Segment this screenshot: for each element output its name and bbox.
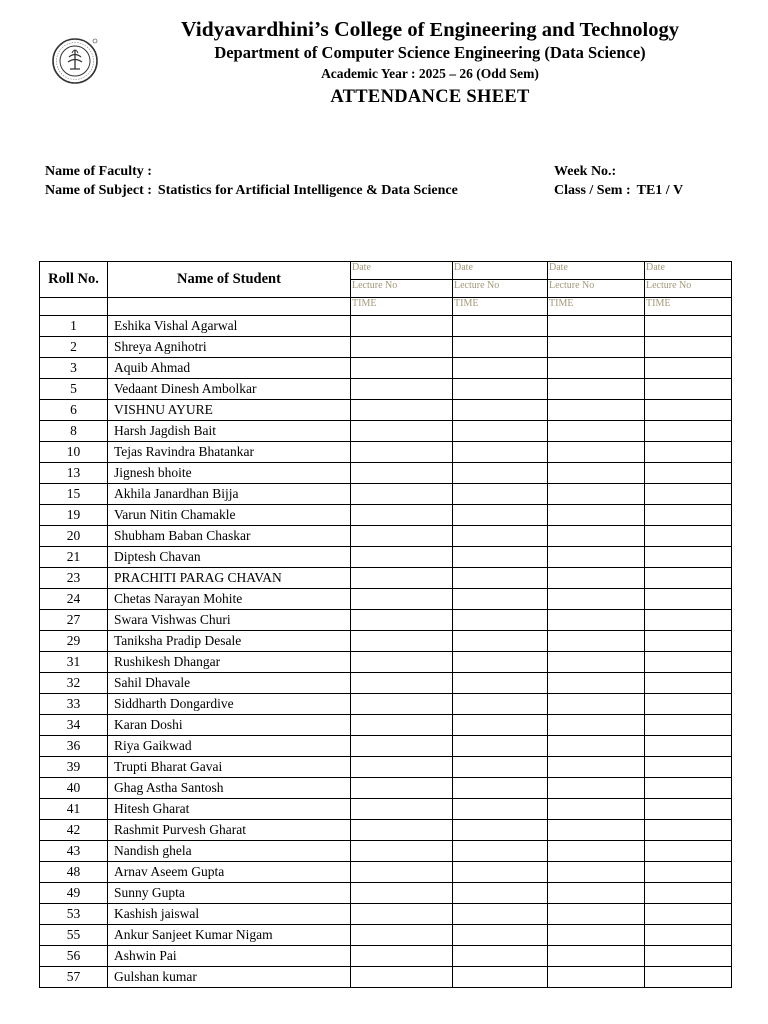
attendance-cell[interactable]	[453, 358, 548, 379]
subject-line	[45, 183, 458, 199]
attendance-cell[interactable]	[351, 715, 453, 736]
table-row	[40, 484, 732, 505]
attendance-cell[interactable]	[351, 778, 453, 799]
attendance-cell[interactable]	[548, 631, 645, 652]
table-row	[40, 526, 732, 547]
roll-number: 21	[40, 547, 108, 568]
attendance-cell[interactable]	[453, 946, 548, 967]
attendance-cell[interactable]	[645, 526, 732, 547]
attendance-cell[interactable]	[453, 736, 548, 757]
attendance-cell[interactable]	[351, 757, 453, 778]
roll-number: 49	[40, 883, 108, 904]
table-row	[40, 820, 732, 841]
roll-number: 20	[40, 526, 108, 547]
table-row	[40, 967, 732, 988]
attendance-cell[interactable]	[351, 610, 453, 631]
roll-number: 53	[40, 904, 108, 925]
attendance-cell[interactable]	[548, 946, 645, 967]
roll-number: 43	[40, 841, 108, 862]
attendance-cell[interactable]	[548, 820, 645, 841]
attendance-cell[interactable]	[548, 967, 645, 988]
table-row	[40, 337, 732, 358]
attendance-cell[interactable]	[645, 673, 732, 694]
attendance-cell[interactable]	[351, 631, 453, 652]
blank-header-cell	[108, 298, 351, 316]
student-name: Tejas Ravindra Bhatankar	[108, 442, 351, 463]
lecture-date-3[interactable]: Date	[548, 262, 645, 280]
student-name: Rashmit Purvesh Gharat	[108, 820, 351, 841]
roll-number: 27	[40, 610, 108, 631]
attendance-cell[interactable]	[548, 379, 645, 400]
attendance-cell[interactable]	[351, 484, 453, 505]
attendance-cell[interactable]	[645, 946, 732, 967]
table-row	[40, 442, 732, 463]
attendance-cell[interactable]	[453, 400, 548, 421]
roll-number: 23	[40, 568, 108, 589]
attendance-cell[interactable]	[548, 652, 645, 673]
attendance-cell[interactable]	[548, 736, 645, 757]
attendance-cell[interactable]	[453, 337, 548, 358]
table-row	[40, 400, 732, 421]
attendance-cell[interactable]	[453, 568, 548, 589]
roll-number: 36	[40, 736, 108, 757]
attendance-cell[interactable]	[548, 400, 645, 421]
attendance-cell[interactable]	[645, 316, 732, 337]
student-name: Chetas Narayan Mohite	[108, 589, 351, 610]
attendance-cell[interactable]	[351, 526, 453, 547]
attendance-cell[interactable]	[548, 610, 645, 631]
attendance-cell[interactable]	[453, 547, 548, 568]
roll-number: 1	[40, 316, 108, 337]
attendance-cell[interactable]	[548, 505, 645, 526]
roll-number: 13	[40, 463, 108, 484]
class-label: Class / Sem :	[554, 183, 631, 198]
table-row	[40, 883, 732, 904]
roll-number: 24	[40, 589, 108, 610]
attendance-cell[interactable]	[351, 925, 453, 946]
attendance-cell[interactable]	[453, 841, 548, 862]
attendance-cell[interactable]	[453, 610, 548, 631]
table-row	[40, 568, 732, 589]
student-name: Siddharth Dongardive	[108, 694, 351, 715]
table-row	[40, 379, 732, 400]
roll-number: 33	[40, 694, 108, 715]
table-row	[40, 547, 732, 568]
table-row	[40, 904, 732, 925]
attendance-cell[interactable]	[645, 547, 732, 568]
attendance-cell[interactable]	[453, 925, 548, 946]
attendance-cell[interactable]	[453, 484, 548, 505]
student-name: Shubham Baban Chaskar	[108, 526, 351, 547]
subject-label: Name of Subject :	[45, 183, 152, 198]
roll-number: 2	[40, 337, 108, 358]
attendance-cell[interactable]	[645, 862, 732, 883]
table-row	[40, 757, 732, 778]
attendance-cell[interactable]	[351, 547, 453, 568]
attendance-cell[interactable]	[548, 484, 645, 505]
student-name: Gulshan kumar	[108, 967, 351, 988]
attendance-cell[interactable]	[548, 442, 645, 463]
week-line	[554, 164, 622, 180]
roll-number: 48	[40, 862, 108, 883]
class-line	[554, 183, 683, 199]
attendance-cell[interactable]	[453, 673, 548, 694]
attendance-cell[interactable]	[548, 925, 645, 946]
attendance-cell[interactable]	[548, 463, 645, 484]
attendance-cell[interactable]	[453, 778, 548, 799]
student-name: Ankur Sanjeet Kumar Nigam	[108, 925, 351, 946]
attendance-table	[39, 261, 732, 988]
table-row	[40, 778, 732, 799]
attendance-cell[interactable]	[351, 379, 453, 400]
roll-number: 5	[40, 379, 108, 400]
student-name: Riya Gaikwad	[108, 736, 351, 757]
attendance-cell[interactable]	[453, 694, 548, 715]
attendance-cell[interactable]	[548, 316, 645, 337]
sheet-title: ATTENDANCE SHEET	[330, 87, 530, 107]
student-name: Shreya Agnihotri	[108, 337, 351, 358]
roll-number: 39	[40, 757, 108, 778]
attendance-cell[interactable]	[645, 568, 732, 589]
table-row	[40, 946, 732, 967]
attendance-cell[interactable]	[645, 484, 732, 505]
attendance-cell[interactable]	[645, 652, 732, 673]
attendance-cell[interactable]	[548, 799, 645, 820]
student-name: Nandish ghela	[108, 841, 351, 862]
lecture-no-3[interactable]: Lecture No	[548, 280, 645, 298]
roll-number: 40	[40, 778, 108, 799]
attendance-cell[interactable]	[645, 799, 732, 820]
lecture-time-2[interactable]: TIME	[453, 298, 548, 316]
attendance-cell[interactable]	[548, 547, 645, 568]
attendance-cell[interactable]	[645, 841, 732, 862]
roll-number: 8	[40, 421, 108, 442]
attendance-cell[interactable]	[645, 820, 732, 841]
attendance-cell[interactable]	[548, 421, 645, 442]
lecture-no-4[interactable]: Lecture No	[645, 280, 732, 298]
table-row	[40, 505, 732, 526]
attendance-cell[interactable]	[645, 337, 732, 358]
attendance-cell[interactable]	[645, 778, 732, 799]
attendance-cell[interactable]	[453, 799, 548, 820]
attendance-cell[interactable]	[548, 694, 645, 715]
attendance-cell[interactable]	[453, 883, 548, 904]
attendance-cell[interactable]	[645, 883, 732, 904]
attendance-cell[interactable]	[351, 463, 453, 484]
attendance-cell[interactable]	[453, 526, 548, 547]
attendance-cell[interactable]	[453, 715, 548, 736]
attendance-cell[interactable]	[548, 841, 645, 862]
table-row	[40, 316, 732, 337]
attendance-cell[interactable]	[351, 820, 453, 841]
student-name: Jignesh bhoite	[108, 463, 351, 484]
attendance-cell[interactable]	[453, 316, 548, 337]
table-row	[40, 358, 732, 379]
lecture-time-1[interactable]: TIME	[351, 298, 453, 316]
attendance-cell[interactable]	[351, 442, 453, 463]
attendance-cell[interactable]	[453, 904, 548, 925]
table-row	[40, 841, 732, 862]
lecture-date-1[interactable]: Date	[351, 262, 453, 280]
attendance-cell[interactable]	[645, 400, 732, 421]
roll-number: 10	[40, 442, 108, 463]
attendance-cell[interactable]	[453, 652, 548, 673]
attendance-cell[interactable]	[351, 358, 453, 379]
attendance-cell[interactable]	[548, 337, 645, 358]
student-name: Arnav Aseem Gupta	[108, 862, 351, 883]
table-row	[40, 694, 732, 715]
student-name: Diptesh Chavan	[108, 547, 351, 568]
student-name: Aquib Ahmad	[108, 358, 351, 379]
student-name: Akhila Janardhan Bijja	[108, 484, 351, 505]
lecture-time-3[interactable]: TIME	[548, 298, 645, 316]
table-row	[40, 736, 732, 757]
student-name: Taniksha Pradip Desale	[108, 631, 351, 652]
attendance-cell[interactable]	[351, 862, 453, 883]
attendance-cell[interactable]	[645, 358, 732, 379]
attendance-cell[interactable]	[351, 946, 453, 967]
table-row	[40, 799, 732, 820]
attendance-cell[interactable]	[645, 463, 732, 484]
roll-number: 57	[40, 967, 108, 988]
roll-number: 29	[40, 631, 108, 652]
roll-number: 56	[40, 946, 108, 967]
attendance-cell[interactable]	[453, 442, 548, 463]
attendance-cell[interactable]	[645, 694, 732, 715]
attendance-cell[interactable]	[351, 652, 453, 673]
attendance-cell[interactable]	[645, 904, 732, 925]
attendance-cell[interactable]	[645, 967, 732, 988]
academic-year: Academic Year : 2025 – 26 (Odd Sem)	[321, 66, 539, 81]
lecture-no-2[interactable]: Lecture No	[453, 280, 548, 298]
attendance-cell[interactable]	[548, 862, 645, 883]
attendance-cell[interactable]	[645, 379, 732, 400]
roll-number: 41	[40, 799, 108, 820]
attendance-cell[interactable]	[645, 421, 732, 442]
attendance-cell[interactable]	[548, 778, 645, 799]
attendance-cell[interactable]	[453, 505, 548, 526]
attendance-cell[interactable]	[453, 379, 548, 400]
week-label: Week No.:	[554, 164, 617, 179]
student-name: Sunny Gupta	[108, 883, 351, 904]
attendance-cell[interactable]	[351, 841, 453, 862]
header-row-time	[40, 298, 732, 316]
attendance-cell[interactable]	[351, 589, 453, 610]
student-name: Rushikesh Dhangar	[108, 652, 351, 673]
roll-number: 42	[40, 820, 108, 841]
student-name: Trupti Bharat Gavai	[108, 757, 351, 778]
attendance-cell[interactable]	[351, 694, 453, 715]
attendance-cell[interactable]	[548, 526, 645, 547]
roll-number: 15	[40, 484, 108, 505]
roll-number: 31	[40, 652, 108, 673]
attendance-cell[interactable]	[351, 505, 453, 526]
attendance-cell[interactable]	[645, 715, 732, 736]
roll-number: 3	[40, 358, 108, 379]
attendance-cell[interactable]	[548, 715, 645, 736]
attendance-cell[interactable]	[453, 757, 548, 778]
attendance-cell[interactable]	[548, 757, 645, 778]
table-row	[40, 463, 732, 484]
student-name: Harsh Jagdish Bait	[108, 421, 351, 442]
attendance-cell[interactable]	[645, 631, 732, 652]
attendance-cell[interactable]	[351, 736, 453, 757]
lecture-date-4[interactable]: Date	[645, 262, 732, 280]
attendance-cell[interactable]	[453, 967, 548, 988]
department-name: Department of Computer Science Engineering (Data Science)	[214, 43, 646, 62]
table-row	[40, 421, 732, 442]
faculty-label: Name of Faculty :	[45, 164, 152, 179]
attendance-cell[interactable]	[548, 904, 645, 925]
attendance-cell[interactable]	[453, 631, 548, 652]
attendance-cell[interactable]	[548, 673, 645, 694]
attendance-cell[interactable]	[645, 757, 732, 778]
roll-number: 19	[40, 505, 108, 526]
attendance-cell[interactable]	[645, 442, 732, 463]
student-name: Hitesh Gharat	[108, 799, 351, 820]
attendance-cell[interactable]	[548, 568, 645, 589]
student-name: Sahil Dhavale	[108, 673, 351, 694]
attendance-cell[interactable]	[645, 736, 732, 757]
student-name: Varun Nitin Chamakle	[108, 505, 351, 526]
attendance-cell[interactable]	[548, 883, 645, 904]
lecture-date-2[interactable]: Date	[453, 262, 548, 280]
student-rows	[40, 316, 732, 988]
table-row	[40, 589, 732, 610]
college-name: Vidyavardhini’s College of Engineering and Technology	[181, 17, 679, 41]
attendance-cell[interactable]	[453, 820, 548, 841]
attendance-cell[interactable]	[453, 421, 548, 442]
attendance-cell[interactable]	[548, 589, 645, 610]
table-row	[40, 610, 732, 631]
table-row	[40, 862, 732, 883]
attendance-cell[interactable]	[453, 463, 548, 484]
table-row	[40, 652, 732, 673]
attendance-cell[interactable]	[548, 358, 645, 379]
student-name: Ghag Astha Santosh	[108, 778, 351, 799]
student-name: Karan Doshi	[108, 715, 351, 736]
attendance-cell[interactable]	[351, 316, 453, 337]
attendance-cell[interactable]	[645, 925, 732, 946]
lecture-no-1[interactable]: Lecture No	[351, 280, 453, 298]
attendance-cell[interactable]	[351, 673, 453, 694]
attendance-cell[interactable]	[453, 862, 548, 883]
table-row	[40, 715, 732, 736]
attendance-cell[interactable]	[351, 904, 453, 925]
attendance-cell[interactable]	[645, 589, 732, 610]
roll-number: 55	[40, 925, 108, 946]
table-row	[40, 925, 732, 946]
attendance-cell[interactable]	[351, 883, 453, 904]
attendance-cell[interactable]	[645, 610, 732, 631]
roll-number: 34	[40, 715, 108, 736]
student-name: Vedaant Dinesh Ambolkar	[108, 379, 351, 400]
attendance-cell[interactable]	[351, 421, 453, 442]
roll-number: 32	[40, 673, 108, 694]
student-name: VISHNU AYURE	[108, 400, 351, 421]
attendance-cell[interactable]	[351, 400, 453, 421]
attendance-cell[interactable]	[351, 568, 453, 589]
student-name: Kashish jaiswal	[108, 904, 351, 925]
attendance-cell[interactable]	[645, 505, 732, 526]
attendance-cell[interactable]	[351, 967, 453, 988]
student-name: Swara Vishwas Churi	[108, 610, 351, 631]
faculty-line	[45, 164, 158, 180]
roll-number: 6	[40, 400, 108, 421]
class-value: TE1 / V	[636, 183, 684, 198]
attendance-cell[interactable]	[453, 589, 548, 610]
table-row	[40, 631, 732, 652]
table-row	[40, 673, 732, 694]
student-name: PRACHITI PARAG CHAVAN	[108, 568, 351, 589]
header-row-date	[40, 262, 732, 280]
lecture-time-4[interactable]: TIME	[645, 298, 732, 316]
subject-value: Statistics for Artificial Intelligence & Data Science	[157, 183, 458, 198]
student-name: Eshika Vishal Agarwal	[108, 316, 351, 337]
attendance-cell[interactable]	[351, 799, 453, 820]
college-logo	[50, 36, 100, 86]
blank-header-cell	[40, 298, 108, 316]
student-name: Ashwin Pai	[108, 946, 351, 967]
col-student-name: Name of Student	[108, 262, 351, 298]
attendance-cell[interactable]	[351, 337, 453, 358]
col-roll-no: Roll No.	[40, 262, 108, 298]
